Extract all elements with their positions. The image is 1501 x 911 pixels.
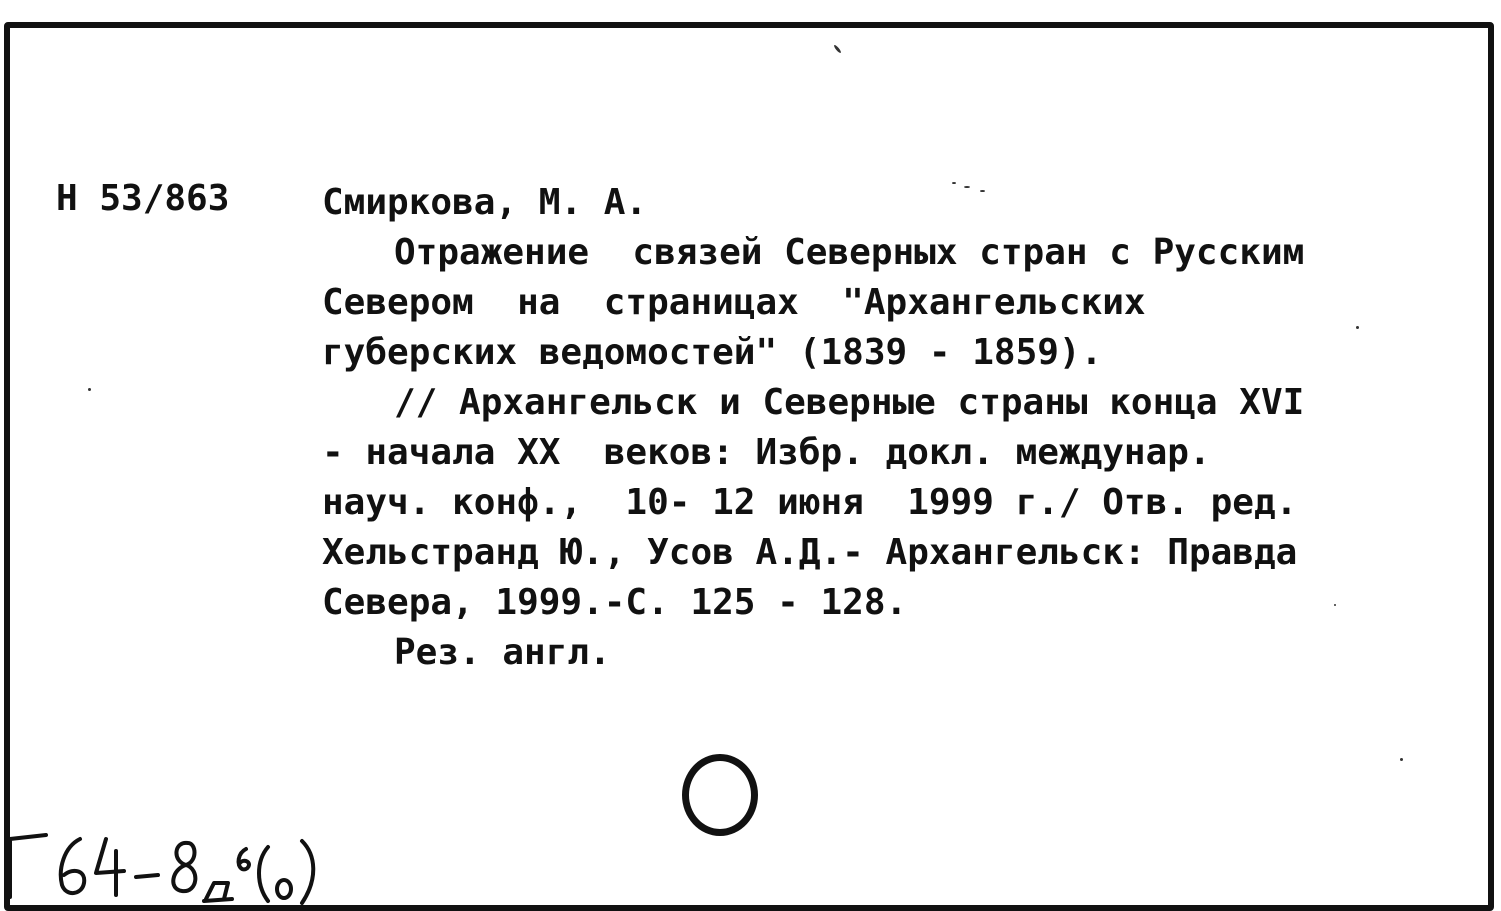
scan-speck — [1334, 604, 1336, 606]
author-line: Смиркова, М. А. — [322, 182, 648, 223]
source-line-5: Севера, 1999.-С. 125 - 128. — [322, 582, 908, 623]
title-line-1: Отражение связей Северных стран с Русским — [394, 232, 1305, 273]
source-line-3: науч. конф., 10- 12 июня 1999 г./ Отв. ред. — [322, 482, 1298, 523]
call-number: Н 53/863 — [56, 178, 230, 219]
scan-speck — [964, 186, 970, 188]
handwritten-classification-code — [2, 825, 362, 905]
scan-speck — [1400, 758, 1403, 761]
title-line-2: Севером на страницах "Архангельских — [322, 282, 1146, 323]
catalog-card — [4, 22, 1494, 911]
scan-speck — [1356, 326, 1359, 329]
note-line: Рез. англ. — [394, 632, 611, 673]
scan-speck — [88, 388, 91, 391]
scan-speck — [952, 182, 956, 184]
source-line-1: // Архангельск и Северные страны конца XVI — [394, 382, 1305, 423]
scan-speck — [980, 190, 985, 192]
source-line-4: Хельстранд Ю., Усов А.Д.- Архангельск: Правда — [322, 532, 1298, 573]
punch-hole-icon — [682, 754, 758, 836]
bibliographic-entry — [322, 178, 1402, 678]
source-line-2: - начала XX веков: Избр. докл. междунар. — [322, 432, 1211, 473]
title-line-3: губерских ведомостей" (1839 - 1859). — [322, 332, 1103, 373]
